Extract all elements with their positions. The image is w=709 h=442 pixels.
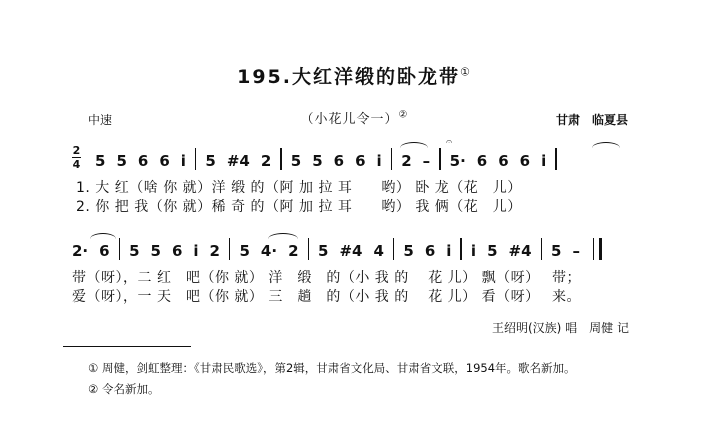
note: 6 (159, 152, 170, 170)
barline (308, 238, 310, 260)
note: i (180, 152, 186, 170)
music-staff-2 (72, 230, 602, 260)
slur-mark (90, 233, 116, 239)
barline (439, 148, 441, 170)
performer-credit: 王绍明(汉族) 唱 周健 记 (492, 321, 629, 335)
footnote-2: ② 令名新加。 (88, 382, 160, 396)
note: 6 (137, 152, 149, 170)
note: 6 (99, 242, 110, 260)
note: #4 (226, 152, 250, 170)
region-label: 甘肃 临夏县 (556, 113, 629, 127)
note: #4 (508, 242, 532, 260)
note: 5 (487, 242, 498, 260)
lyrics-staff2-verse2: 爱（呀），一 天 吧（你 就） 三 趟 的（小 我 的 花 儿） 看（呀） 来。 (72, 289, 582, 305)
note: i (376, 152, 382, 170)
subtitle-footnote-mark: ② (398, 109, 409, 121)
footnote-divider (63, 346, 191, 347)
note-dash: – (422, 152, 431, 170)
note: 5 (290, 152, 302, 170)
music-staff-1 (72, 140, 566, 170)
note: 6 (476, 152, 488, 170)
time-signature (72, 145, 81, 170)
note: 6 (519, 152, 531, 170)
lyrics-staff1-verse1: 1. 大 红（啥 你 就）洋 缎 的（阿 加 拉 耳 哟） 卧 龙（花 儿） (76, 180, 522, 196)
slur-mark (400, 142, 428, 148)
final-barline (593, 238, 602, 260)
note: i (541, 152, 547, 170)
note: 2 (288, 242, 299, 260)
note: 5 (403, 242, 414, 260)
note: i (193, 242, 199, 260)
subtitle-text: （小花儿令一） (300, 112, 399, 127)
lyrics-staff1-verse2: 2. 你 把 我（你 就）稀 奇 的（阿 加 拉 耳 哟） 我 俩（花 儿） (76, 199, 522, 215)
tempo-marking: 中速 (88, 113, 113, 127)
note: 5 (116, 152, 127, 170)
barline (119, 238, 121, 260)
note: 5 (150, 242, 161, 260)
note: 5· (449, 152, 466, 170)
note: 2 (209, 242, 220, 260)
barline (280, 148, 282, 170)
note: 5 (239, 242, 250, 260)
slur-mark (592, 142, 620, 148)
note: 6 (355, 152, 366, 170)
note: 6 (424, 242, 436, 260)
note: 2· (72, 242, 89, 260)
barline (555, 148, 557, 170)
note: 5 (95, 152, 106, 170)
note: i (470, 242, 477, 260)
note: 4· (260, 242, 278, 260)
note-with-fermata: 2 (401, 152, 412, 170)
note: 5 (312, 152, 323, 170)
note: 6 (333, 152, 345, 170)
lyrics-staff2-verse1: 带（呀），二 红 吧（你 就） 洋 缎 的（小 我 的 花 儿） 飘（呀） 带； (72, 270, 582, 286)
note: 4 (373, 242, 384, 260)
barline (460, 238, 462, 260)
slur-mark (268, 233, 298, 239)
note: 5 (129, 242, 140, 260)
note: 5 (551, 242, 562, 260)
fermata-icon: 𝄐 (446, 135, 453, 148)
note: 6 (171, 242, 183, 260)
note: 5 (205, 152, 216, 170)
note: 6 (498, 152, 509, 170)
note: 5 (318, 242, 329, 260)
title-footnote-mark: ① (460, 65, 472, 79)
note-dash: – (572, 242, 580, 260)
song-title (0, 62, 709, 89)
time-signature-bottom: 4 (72, 158, 81, 171)
barline (229, 238, 231, 260)
note: 2 (260, 152, 272, 170)
footnote-1: ① 周健，剑虹整理：《甘肃民歌选》，第2辑，甘肃省文化局、甘肃省文联，1954年。歌名新加。 (88, 361, 576, 375)
note: #4 (339, 242, 363, 260)
note: i (446, 242, 452, 260)
barline (195, 148, 197, 170)
barline (393, 238, 395, 260)
barline (391, 148, 393, 170)
barline (541, 238, 543, 260)
time-signature-top: 2 (72, 144, 81, 157)
song-number-title: 195.大红洋缎的卧龙带 (237, 66, 460, 88)
